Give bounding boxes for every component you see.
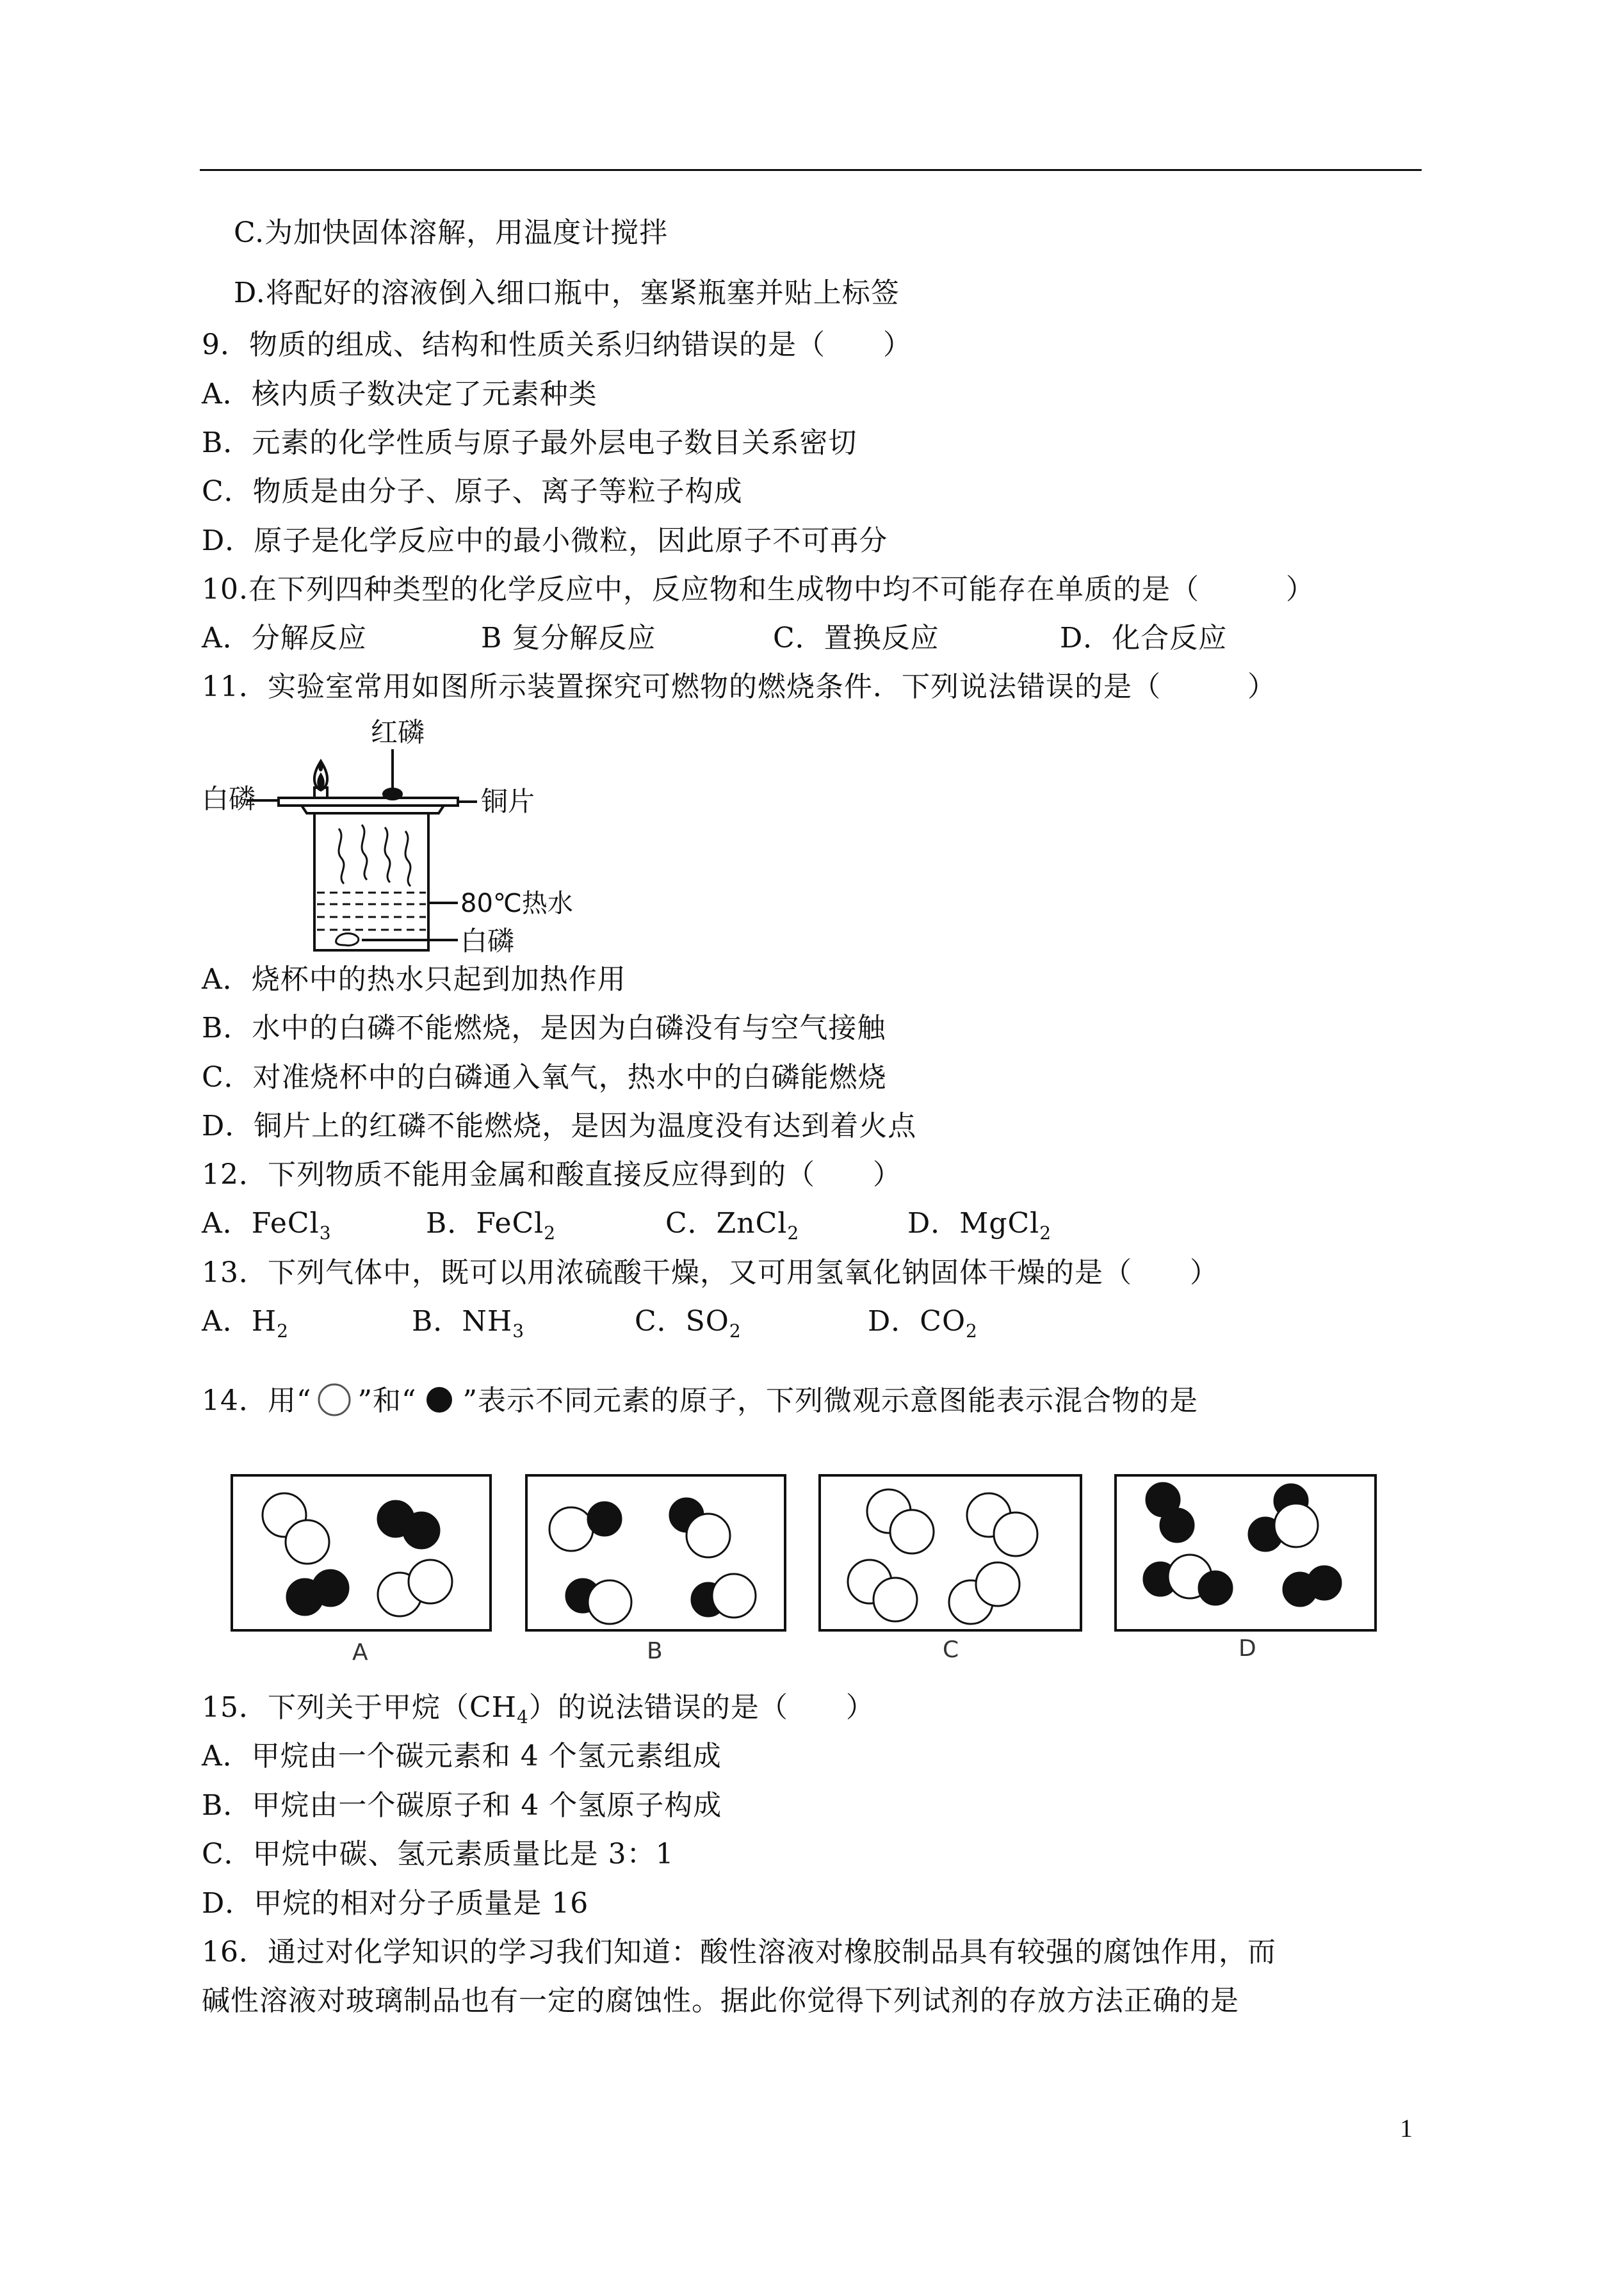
q10-stem: 10.在下列四种类型的化学反应中，反应物和生成物中均不可能存在单质的是（ ） [202,573,1315,606]
q9-option-b: B．元素的化学性质与原子最外层电子数目关系密切 [202,426,857,459]
label-hot-water: 80℃热水 [460,889,573,918]
label-red-phosphorus: 红磷 [371,717,425,748]
steam-line [405,831,410,886]
q12-stem: 12．下列物质不能用金属和酸直接反应得到的（ ） [202,1158,902,1191]
steam-line [385,827,390,882]
q15-option-c: C．甲烷中碳、氢元素质量比是 3：1 [202,1838,674,1870]
diagram-label-a: A [352,1639,368,1664]
q11-option-a: A．烧杯中的热水只起到加热作用 [202,963,626,996]
q9-option-c: C．物质是由分子、原子、离子等粒子构成 [202,475,743,508]
q12-option-d: D．MgCl$_2$ [907,1207,1052,1244]
white-atom-icon [311,1381,357,1419]
q13-option-b: B．$NH_3$ [412,1305,525,1342]
black-atom-icon [416,1381,462,1419]
q12-option-b: B．FeCl$_2$ [426,1207,556,1244]
q15-option-b: B．甲烷由一个碳原子和 4 个氢原子构成 [202,1789,722,1822]
red-phosphorus [384,789,402,799]
q9-option-d: D．原子是化学反应中的最小微粒，因此原子不可再分 [202,524,888,557]
q13-option-c: C．$SO_2$ [635,1305,742,1342]
steam-line [362,825,367,880]
q16-stem-line2: 碱性溶液对玻璃制品也有一定的腐蚀性。据此你觉得下列试剂的存放方法正确的是 [202,1984,1239,2017]
copper-sheet [279,798,458,806]
q9-stem: 9．物质的组成、结构和性质关系归纳错误的是（ ） [202,328,912,361]
header-rule [200,169,1422,171]
q13-stem: 13．下列气体中，既可以用浓硫酸干燥，又可用氢氧化钠固体干燥的是（ ） [202,1256,1219,1289]
flame-core-icon [318,775,323,788]
q11-option-c: C．对准烧杯中的白磷通入氧气，热水中的白磷能燃烧 [202,1061,887,1094]
q15-stem: 15．下列关于甲烷$(CH_4)$的说法错误的是（ ） [202,1691,875,1728]
q12-option-a: A．FeCl$_3$ [202,1207,332,1244]
q9-option-a: A．核内质子数决定了元素种类 [202,378,597,410]
q10-option-c: C．置换反应 [773,622,939,654]
diagram-label-b: B [647,1638,663,1664]
q13-option-d: D．$CO_2$ [868,1305,978,1342]
page-number: 1 [1400,2114,1413,2143]
q12-option-c: C．ZnCl$_2$ [665,1207,800,1244]
q11-stem: 11．实验室常用如图所示装置探究可燃物的燃烧条件．下列说法错误的是（ ） [202,670,1276,703]
steam-line [339,829,344,884]
q10-option-d: D．化合反应 [1060,622,1228,654]
white-phosphorus-bottom [336,934,359,946]
q10-option-a: A．分解反应 [202,622,367,654]
label-white-phosphorus-top: 白磷 [202,783,256,815]
combustion-apparatus-figure [202,712,612,963]
q8-option-d: D.将配好的溶液倒入细口瓶中，塞紧瓶塞并贴上标签 [234,277,900,309]
q13-option-a: A．$H_2$ [202,1305,289,1342]
micro-diagrams [228,1470,1393,1664]
q8-option-c: C.为加快固体溶解，用温度计搅拌 [234,216,669,249]
q11-option-d: D．铜片上的红磷不能燃烧，是因为温度没有达到着火点 [202,1110,917,1142]
diagram-label-d: D [1238,1635,1256,1662]
label-copper-sheet: 铜片 [481,786,535,817]
label-white-phosphorus-bottom: 白磷 [460,925,515,957]
q14-stem: 14．用“ ”和“ ”表示不同元素的原子，下列微观示意图能表示混合物的是 [202,1381,1198,1420]
q16-stem-line1: 16．通过对化学知识的学习我们知道：酸性溶液对橡胶制品具有较强的腐蚀作用，而 [202,1936,1276,1968]
diagram-label-c: C [943,1637,959,1663]
q11-option-b: B．水中的白磷不能燃烧，是因为白磷没有与空气接触 [202,1012,886,1044]
q10-option-b: B 复分解反应 [481,622,656,654]
q15-option-a: A．甲烷由一个碳元素和 4 个氢元素组成 [202,1740,722,1772]
q15-option-d: D．甲烷的相对分子质量是 16 [202,1887,589,1920]
